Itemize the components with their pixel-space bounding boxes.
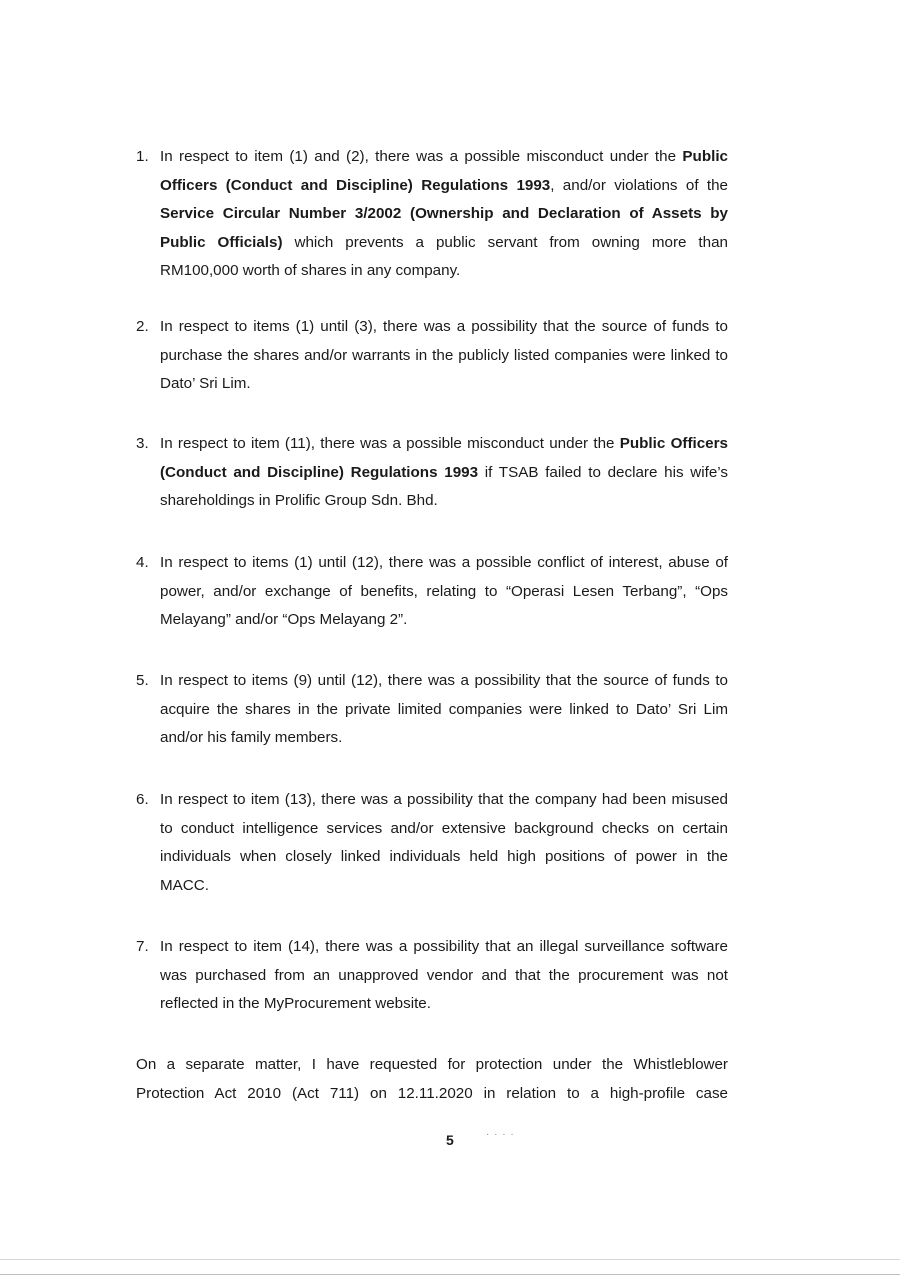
list-item-6 xyxy=(136,786,728,900)
list-item-5 xyxy=(136,667,728,753)
bold-text-run: Public Officers (Conduct and Discipline) Regulations 1993 xyxy=(160,435,728,481)
list-item-7 xyxy=(136,933,728,1019)
text-run: In respect to items (1) until (3), there was a possibility that the source of funds to purchase the shares and/or warrants in the publicly listed companies were linked to Dato’ Sri Lim. xyxy=(160,318,728,392)
text-run: In respect to item (11), there was a possible misconduct under the xyxy=(160,435,620,452)
list-item-3 xyxy=(136,430,728,516)
bold-text-run: Service Circular Number 3/2002 (Ownership and Declaration of Assets by Public Officials) xyxy=(160,205,728,251)
text-run: In respect to items (9) until (12), there was a possibility that the source of funds to acquire the shares in the private limited companies were linked to Dato’ Sri Lim and/or his family members. xyxy=(160,672,728,746)
item-text xyxy=(160,430,728,516)
item-text xyxy=(160,933,728,1019)
text-run: if TSAB failed to declare his wife’s shareholdings in Prolific Group Sdn. Bhd. xyxy=(160,463,728,509)
item-text xyxy=(160,313,728,399)
page-number: 5 xyxy=(446,1132,454,1148)
scan-edge-line xyxy=(0,1259,900,1260)
text-run: In respect to item (1) and (2), there was a possible misconduct under the xyxy=(160,148,683,165)
list-item-2 xyxy=(136,313,728,399)
item-number: 1. xyxy=(136,148,149,165)
item-number: 7. xyxy=(136,938,149,955)
item-number: 6. xyxy=(136,791,149,808)
item-text xyxy=(160,143,728,286)
item-number: 3. xyxy=(136,435,149,452)
closing-paragraph: On a separate matter, I have requested for protection under the Whistleblower Protection Act 2010 (Act 711) on 12.11.2020 in relation to a high-profile case xyxy=(136,1056,728,1102)
scan-edge-line xyxy=(0,1274,900,1275)
list-item-1 xyxy=(136,143,728,286)
scan-speckle: · · · · xyxy=(486,1129,515,1140)
text-run: , and/or violations of the xyxy=(550,176,728,194)
item-number: 5. xyxy=(136,672,149,689)
text-run: In respect to items (1) until (12), there was a possible conflict of interest, abuse of power, and/or exchange of benefits, relating to “Operasi Lesen Terbang”, “Ops Melayang” and/or “Ops Melayang 2”. xyxy=(160,554,728,628)
item-number: 4. xyxy=(136,554,149,571)
item-text xyxy=(160,667,728,753)
bold-text-run: Public Officers (Conduct and Discipline) Regulations 1993 xyxy=(160,148,728,194)
text-run: which prevents a public servant from owning more than RM100,000 worth of shares in any company. xyxy=(160,233,728,279)
text-run: In respect to item (13), there was a possibility that the company had been misused to conduct intelligence services and/or extensive background checks on certain individuals when closely linked individuals held high positions of power in the MACC. xyxy=(160,791,728,894)
list-item-4 xyxy=(136,549,728,635)
text-run: In respect to item (14), there was a possibility that an illegal surveillance software was purchased from an unapproved vendor and that the procurement was not reflected in the MyProcurement website. xyxy=(160,938,728,1012)
item-number: 2. xyxy=(136,318,149,335)
item-text xyxy=(160,786,728,900)
item-text xyxy=(160,549,728,635)
